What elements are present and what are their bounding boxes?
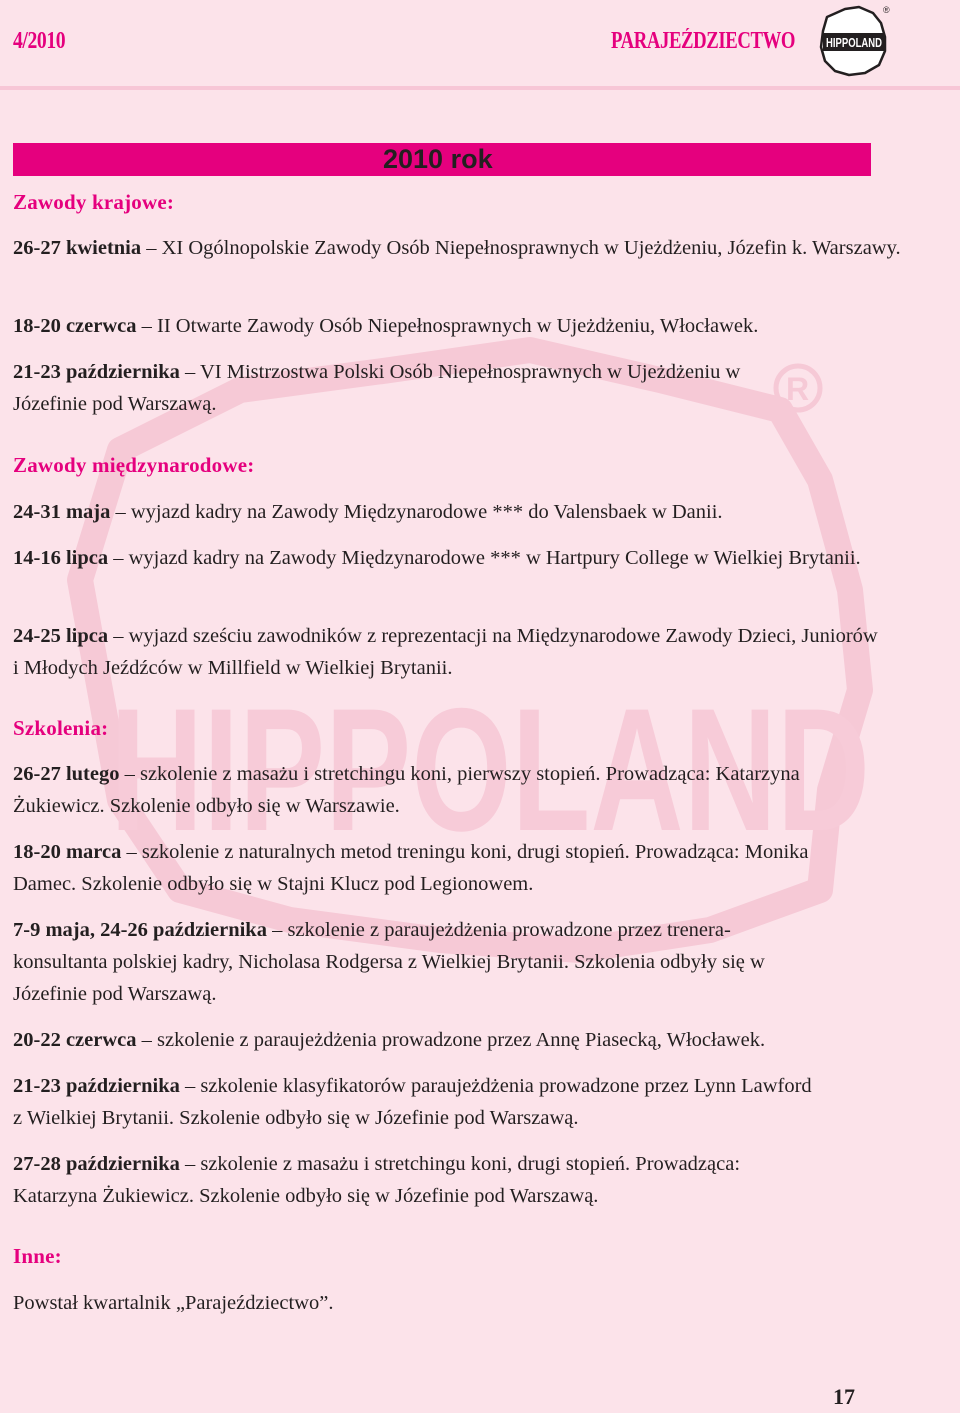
issue-number: 4/2010 — [13, 28, 66, 54]
page-header — [0, 0, 960, 92]
entry-date: 7-9 maja, 24-26 października — [13, 919, 267, 941]
entry-text: – szkolenie z paraujeżdżenia prowadzone przez Annę Piasecką, Włocławek. — [136, 1029, 766, 1051]
entry-date: 21-23 października — [13, 361, 180, 383]
list-item — [13, 1070, 823, 1134]
entry-date: 18-20 marca — [13, 841, 122, 863]
list-item — [13, 836, 823, 900]
section-title: PARAJEŹDZIECTWO — [610, 28, 795, 54]
svg-text:HIPPOLAND: HIPPOLAND — [826, 35, 882, 50]
entry-text: – wyjazd kadry na Zawody Międzynarodowe *** do Valensbaek w Danii. — [110, 501, 723, 523]
list-item — [13, 232, 913, 264]
list-item — [13, 310, 913, 342]
entry-date: 26-27 lutego — [13, 763, 120, 785]
hippoland-logo — [815, 3, 891, 77]
svg-text:®: ® — [883, 5, 890, 15]
list-item — [13, 496, 913, 528]
heading-international: Zawody międzynarodowe: — [13, 453, 255, 477]
entry-text: – szkolenie z paraujeżdżenia prowadzone przez trenera-konsultanta polskiej kadry, Nicholasa Rodgersa z Wielkiej Brytanii. Szkolenia odbyły się w Józefinie pod Warszawą. — [13, 919, 765, 1005]
entry-text: – wyjazd sześciu zawodników z reprezentacji na Międzynarodowe Zawody Dzieci, Juniorów i Młodych Jeźdźców w Millfield w Wielkiej Brytanii. — [13, 625, 878, 679]
entry-date: 24-25 lipca — [13, 625, 109, 647]
list-item — [13, 620, 883, 684]
entry-date: 27-28 października — [13, 1153, 180, 1175]
entry-text: – XI Ogólnopolskie Zawody Osób Niepełnosprawnych w Ujeżdżeniu, Józefin k. Warszawy. — [141, 237, 901, 259]
entry-text: – szkolenie z naturalnych metod treningu koni, drugi stopień. Prowadząca: Monika Damec. Szkolenie odbyło się w Stajni Klucz pod Legionowem. — [13, 841, 809, 895]
entry-date: 20-22 czerwca — [13, 1029, 137, 1051]
page-number: 17 — [833, 1384, 855, 1409]
list-item — [13, 914, 823, 1010]
entry-text: – szkolenie z masażu i stretchingu koni, drugi stopień. Prowadząca: Katarzyna Żukiewicz. Szkolenie odbyło się w Józefinie pod Warszawą. — [13, 1153, 741, 1207]
entry-text: – szkolenie z masażu i stretchingu koni, pierwszy stopień. Prowadząca: Katarzyna Żukiewicz. Szkolenie odbyło się w Warszawie. — [13, 763, 800, 817]
entry-date: 21-23 października — [13, 1075, 180, 1097]
heading-other: Inne: — [13, 1244, 62, 1268]
list-item — [13, 1024, 913, 1056]
entry-text: – VI Mistrzostwa Polski Osób Niepełnosprawnych w Ujeżdżeniu w Józefinie pod Warszawą. — [13, 361, 741, 415]
entry-date: 18-20 czerwca — [13, 315, 137, 337]
other-text: Powstał kwartalnik „Parajeździectwo”. — [13, 1292, 334, 1314]
svg-text:R: R — [786, 371, 810, 407]
heading-training: Szkolenia: — [13, 716, 109, 740]
heading-domestic: Zawody krajowe: — [13, 190, 175, 214]
year-banner — [13, 143, 871, 176]
svg-text:HIPPOLAND: HIPPOLAND — [110, 673, 870, 868]
list-item — [13, 542, 873, 574]
list-item — [13, 356, 813, 420]
entry-text: – wyjazd kadry na Zawody Międzynarodowe *** w Hartpury College w Wielkiej Brytanii. — [108, 547, 861, 569]
entry-text: – II Otwarte Zawody Osób Niepełnosprawnych w Ujeżdżeniu, Włocławek. — [136, 315, 759, 337]
entry-text: – szkolenie klasyfikatorów paraujeżdżenia prowadzone przez Lynn Lawford z Wielkiej Brytanii. Szkolenie odbyło się w Józefinie pod Warszawą. — [13, 1075, 812, 1129]
entry-date: 24-31 maja — [13, 501, 111, 523]
entry-date: 14-16 lipca — [13, 547, 109, 569]
list-item — [13, 758, 883, 822]
entry-date: 26-27 kwietnia — [13, 237, 142, 259]
year-title: 2010 rok — [383, 144, 493, 174]
header-rule — [0, 86, 960, 90]
list-item — [13, 1148, 823, 1212]
